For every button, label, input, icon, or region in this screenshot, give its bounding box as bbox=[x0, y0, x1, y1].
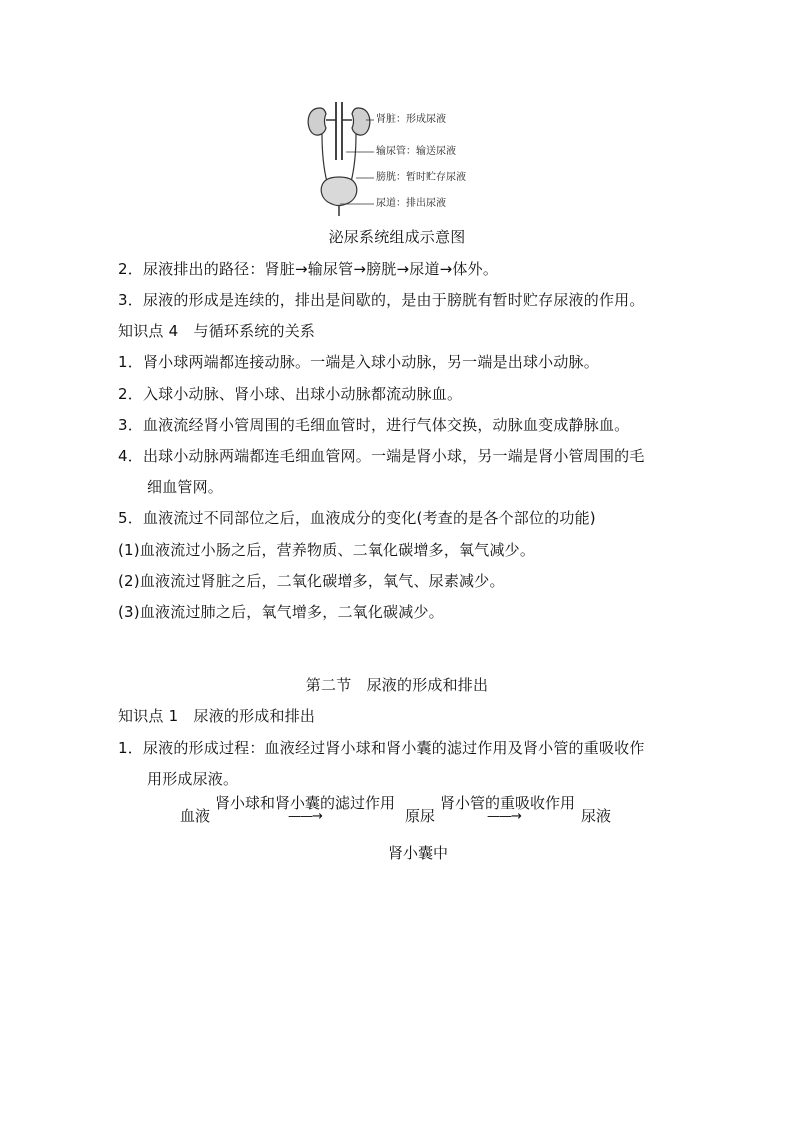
urinary-system-illustration bbox=[300, 100, 380, 218]
item-3-continuous-formation: 3．尿液的形成是连续的，排出是间歇的，是由于膀胱有暂时贮存尿液的作用。 bbox=[118, 291, 645, 309]
eq-urine: 尿液 bbox=[581, 807, 612, 825]
urinary-system-diagram bbox=[300, 100, 500, 218]
label-ureter: 输尿管：输送尿液 bbox=[376, 146, 456, 157]
label-kidney: 肾脏：形成尿液 bbox=[376, 114, 446, 125]
eq-reabsorption-label: 肾小管的重吸收作用 bbox=[440, 794, 576, 812]
eq-arrow-1: ——→ bbox=[288, 809, 322, 824]
knowledge-point-4-title: 知识点 4 与循环系统的关系 bbox=[118, 322, 316, 340]
item-2-discharge-path: 2．尿液排出的路径：肾脏→输尿管→膀胱→尿道→体外。 bbox=[118, 260, 499, 278]
circulation-item-2: 2．入球小动脉、肾小球、出球小动脉都流动脉血。 bbox=[118, 385, 463, 403]
circulation-item-1: 1．肾小球两端都连接动脉。一端是入球小动脉，另一端是出球小动脉。 bbox=[118, 353, 599, 371]
label-bladder: 膀胱：暂时贮存尿液 bbox=[376, 172, 466, 183]
circulation-item-5: 5．血液流过不同部位之后，血液成分的变化(考查的是各个部位的功能) bbox=[118, 509, 596, 527]
sub-item-3-lung: (3)血液流过肺之后，氧气增多，二氧化碳减少。 bbox=[118, 603, 444, 621]
label-urethra: 尿道：排出尿液 bbox=[376, 198, 446, 209]
circulation-item-3: 3．血液流经肾小管周围的毛细血管时，进行气体交换，动脉血变成静脉血。 bbox=[118, 416, 630, 434]
eq-arrow-2: ——→ bbox=[487, 809, 521, 824]
section-heading: 第二节 尿液的形成和排出 bbox=[305, 676, 489, 694]
circulation-item-4: 4．出球小动脉两端都连毛细血管网。一端是肾小球，另一端是肾小管周围的毛 bbox=[118, 447, 645, 465]
circulation-item-4-continued: 细血管网。 bbox=[147, 478, 224, 496]
eq-filtration-label: 肾小球和肾小囊的滤过作用 bbox=[215, 794, 396, 812]
sub-item-2-kidney: (2)血液流过肾脏之后，二氧化碳增多，氧气、尿素减少。 bbox=[118, 572, 505, 590]
knowledge-point-1-title: 知识点 1 尿液的形成和排出 bbox=[118, 707, 316, 725]
sub-item-1-small-intestine: (1)血液流过小肠之后，营养物质、二氧化碳增多，氧气减少。 bbox=[118, 541, 536, 559]
formation-process: 1．尿液的形成过程：血液经过肾小球和肾小囊的滤过作用及肾小管的重吸收作 bbox=[118, 739, 645, 757]
eq-blood: 血液 bbox=[180, 807, 211, 825]
eq-below-label: 肾小囊中 bbox=[388, 844, 449, 862]
eq-primary-urine: 原尿 bbox=[405, 807, 436, 825]
formation-process-continued: 用形成尿液。 bbox=[147, 770, 239, 788]
figure-caption: 泌尿系统组成示意图 bbox=[328, 228, 466, 246]
